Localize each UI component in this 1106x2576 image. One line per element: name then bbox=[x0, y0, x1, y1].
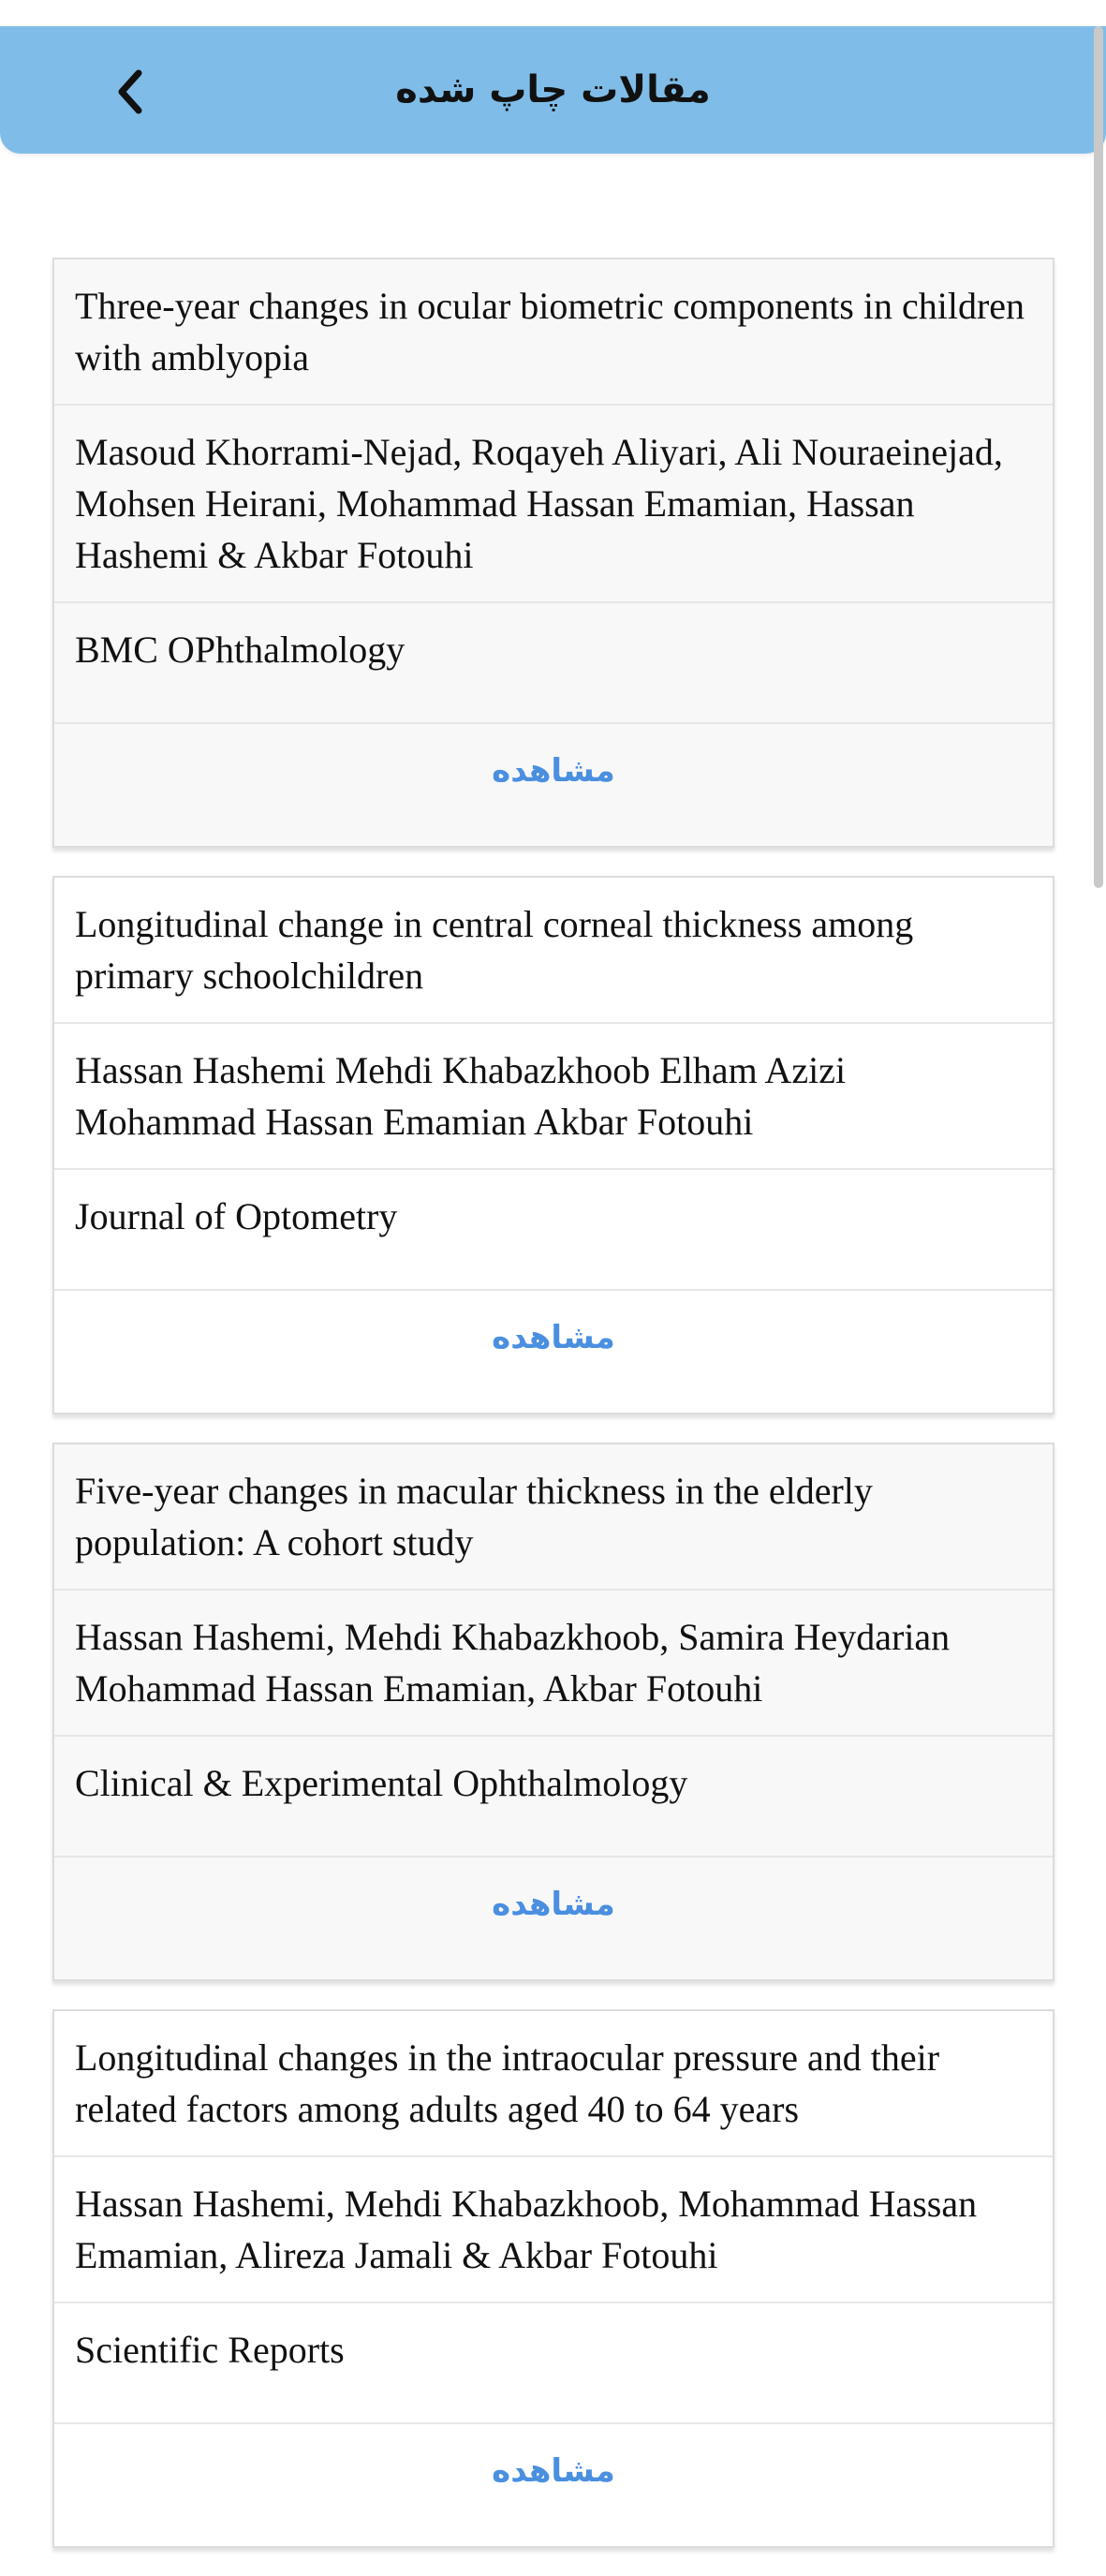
article-authors: Hassan Hashemi Mehdi Khabazkhoob Elham Azizi Mohammad Hassan Emamian Akbar Fotouhi bbox=[54, 1024, 1053, 1170]
view-button[interactable]: مشاهده bbox=[492, 1319, 615, 1356]
article-title: Longitudinal change in central corneal thickness among primary schoolchildren bbox=[54, 878, 1053, 1024]
article-card bbox=[52, 2009, 1054, 2548]
view-button[interactable]: مشاهده bbox=[492, 752, 615, 790]
article-journal: BMC OPhthalmology bbox=[54, 603, 1053, 724]
app-header bbox=[0, 26, 1106, 154]
articles-list bbox=[52, 258, 1054, 2576]
article-authors: Masoud Khorrami-Nejad, Roqayeh Aliyari, Ali Nouraeinejad, Mohsen Heirani, Mohammad Hassan Emamian, Hassan Hashemi & Akbar Fotouhi bbox=[54, 406, 1053, 603]
article-card bbox=[52, 1443, 1054, 1981]
article-card bbox=[52, 876, 1054, 1414]
view-button[interactable]: مشاهده bbox=[492, 1886, 615, 1923]
article-journal: Clinical & Experimental Ophthalmology bbox=[54, 1737, 1053, 1858]
scrollbar[interactable] bbox=[1094, 26, 1103, 888]
view-button[interactable]: مشاهده bbox=[492, 2452, 615, 2490]
article-title: Three-year changes in ocular biometric components in children with amblyopia bbox=[54, 259, 1053, 406]
article-journal: Scientific Reports bbox=[54, 2303, 1053, 2424]
article-journal: Journal of Optometry bbox=[54, 1170, 1053, 1291]
article-card bbox=[52, 258, 1054, 848]
article-authors: Hassan Hashemi, Mehdi Khabazkhoob, Mohammad Hassan Emamian, Alireza Jamali & Akbar Fotouhi bbox=[54, 2157, 1053, 2303]
article-title: Longitudinal changes in the intraocular pressure and their related factors among adults aged 40 to 64 years bbox=[54, 2011, 1053, 2157]
article-title: Five-year changes in macular thickness in the elderly population: A cohort study bbox=[54, 1444, 1053, 1591]
article-authors: Hassan Hashemi, Mehdi Khabazkhoob, Samira Heydarian Mohammad Hassan Emamian, Akbar Fotouhi bbox=[54, 1591, 1053, 1737]
page-title: مقالات چاپ شده bbox=[395, 68, 711, 111]
